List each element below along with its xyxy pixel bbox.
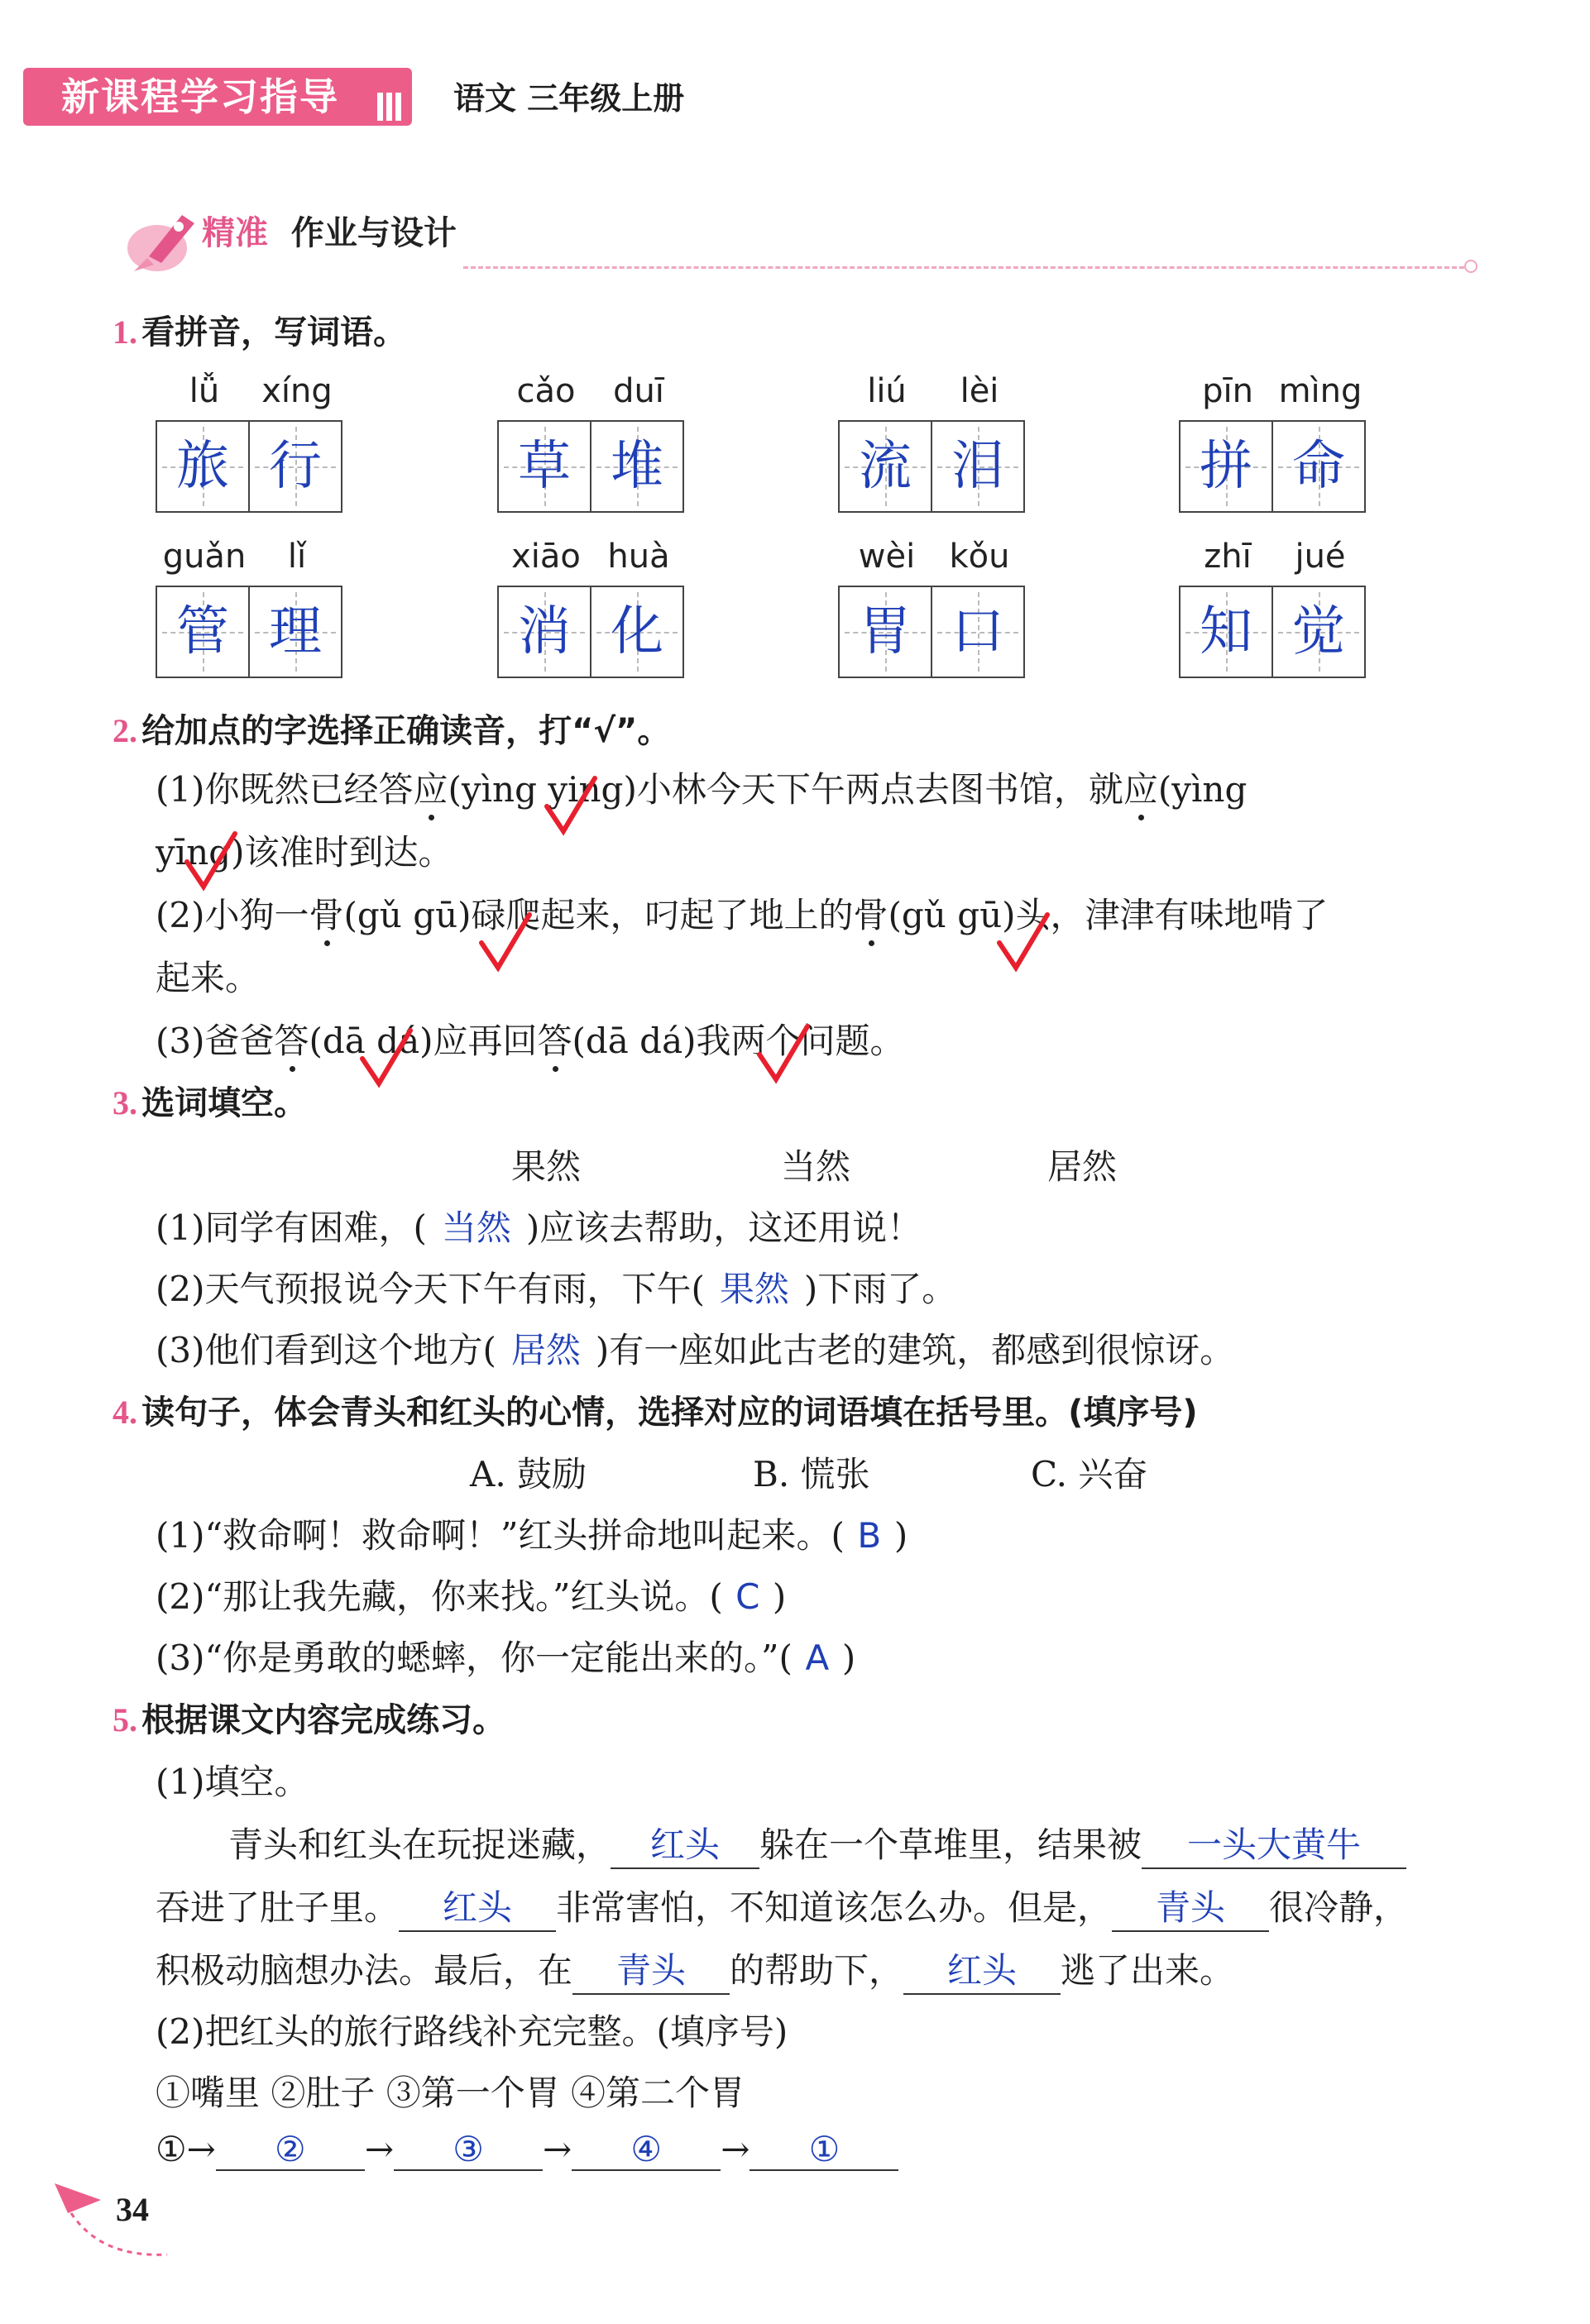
- section-divider: [463, 266, 1464, 269]
- q4-sentence-1: (1)“救命啊！救命啊！”红头拼命地叫起来。( B ): [156, 1515, 908, 1556]
- check-mark-icon: [542, 773, 600, 839]
- word-grid: 旅 行: [156, 420, 342, 513]
- question-3-heading: 3. 选词填空。: [113, 1084, 308, 1122]
- check-mark-icon: [357, 1026, 415, 1092]
- page-number: 34: [116, 2191, 149, 2228]
- word-option: 当然: [781, 1146, 851, 1187]
- q3-sentence-3: (3)他们看到这个地方( 居然 )有一座如此古老的建筑，都感到很惊讶。: [156, 1330, 1235, 1370]
- check-mark-icon: [994, 910, 1052, 976]
- route-options: ①嘴里 ②肚子 ③第一个胃 ④第二个胃: [156, 2073, 745, 2113]
- q4-sentence-3: (3)“你是勇敢的蟋蟀，你一定能出来的。”( A ): [156, 1638, 856, 1678]
- pinyin-label: pīn mìng: [1202, 372, 1363, 410]
- banner-stripes-icon: [377, 93, 410, 121]
- q5-fill-line-2: 吞进了肚子里。 红头 非常害怕，不知道该怎么办。但是， 青头 很冷静，: [156, 1881, 1408, 1932]
- q2-sentence-1: (1)你既然已经答应(yìng ying)小林今天下午两点去图书馆，就应(yìng: [156, 763, 1247, 812]
- q2-sentence-2: (2)小狗一骨(gǔ gū)碌爬起来，叼起了地上的骨(gǔ gū)头，津津有味地啃了: [156, 888, 1329, 938]
- pinyin-label: cǎo duī: [516, 372, 664, 410]
- q2-sentence-2-cont: 起来。: [156, 958, 261, 998]
- word-grid: 消 化: [497, 586, 684, 678]
- pinyin-label: lǚ xíng: [189, 372, 333, 410]
- divider-end-dot: [1464, 260, 1477, 273]
- pinyin-label: zhī jué: [1204, 538, 1346, 576]
- pinyin-label: xiāo huà: [511, 538, 670, 576]
- pinyin-label: liú lèi: [867, 372, 999, 410]
- pinyin-label: wèi kǒu: [858, 538, 1010, 576]
- check-mark-icon: [754, 1021, 812, 1088]
- word-option: 居然: [1047, 1146, 1118, 1187]
- q3-sentence-2: (2)天气预报说今天下午有雨，下午( 果然 )下雨了。: [156, 1269, 957, 1309]
- q4-sentence-2: (2)“那让我先藏，你来找。”红头说。( C ): [156, 1576, 787, 1617]
- q5-part-1-label: (1)填空。: [156, 1762, 309, 1802]
- question-2-heading: 2. 给加点的字选择正确读音，打“√”。: [113, 712, 671, 750]
- question-5-heading: 5. 根据课文内容完成练习。: [113, 1701, 506, 1739]
- question-4-heading: 4. 读句子，体会青头和红头的心情，选择对应的词语填在括号里。(填序号): [113, 1394, 1198, 1432]
- subject-label: 语文 三年级上册: [453, 80, 685, 117]
- book-title-banner: 新课程学习指导: [23, 68, 412, 126]
- word-grid: 草 堆: [497, 420, 684, 513]
- word-grid: 拼 命: [1179, 420, 1366, 513]
- choice-option: A. 鼓励: [470, 1454, 587, 1494]
- question-1-heading: 1. 看拼音，写词语。: [113, 313, 407, 351]
- choice-option: C. 兴奋: [1031, 1454, 1148, 1494]
- check-mark-icon: [477, 910, 534, 976]
- word-grid: 管 理: [156, 586, 342, 678]
- q2-sentence-3: (3)爸爸答(dā dá)应再回答(dā dá)我两个问题。: [156, 1014, 905, 1064]
- word-grid: 胃 口: [838, 586, 1025, 678]
- section-title: 精准 作业与设计: [202, 214, 457, 252]
- pinyin-label: guǎn lǐ: [162, 538, 307, 576]
- q5-fill-line-3: 积极动脑想办法。最后，在 青头 的帮助下， 红头 逃了出来。: [156, 1944, 1234, 1995]
- choice-option: B. 慌张: [753, 1454, 870, 1494]
- check-mark-icon: [182, 829, 240, 895]
- q5-fill-line-1: 青头和红头在玩捉迷藏， 红头 躲在一个草堆里，结果被 一头大黄牛: [228, 1818, 1406, 1869]
- q5-part-2-label: (2)把红头的旅行路线补充完整。(填序号): [156, 2011, 788, 2052]
- route-sequence: ①→ ② → ③ → ④ → ①: [156, 2129, 898, 2171]
- word-grid: 知 觉: [1179, 586, 1366, 678]
- q3-sentence-1: (1)同学有困难，( 当然 )应该去帮助，这还用说！: [156, 1207, 922, 1248]
- q2-sentence-1-cont: yīng)该准时到达。: [156, 832, 453, 873]
- word-grid: 流 泪: [838, 420, 1025, 513]
- paper-plane-icon: [51, 2175, 175, 2266]
- word-option: 果然: [511, 1146, 582, 1187]
